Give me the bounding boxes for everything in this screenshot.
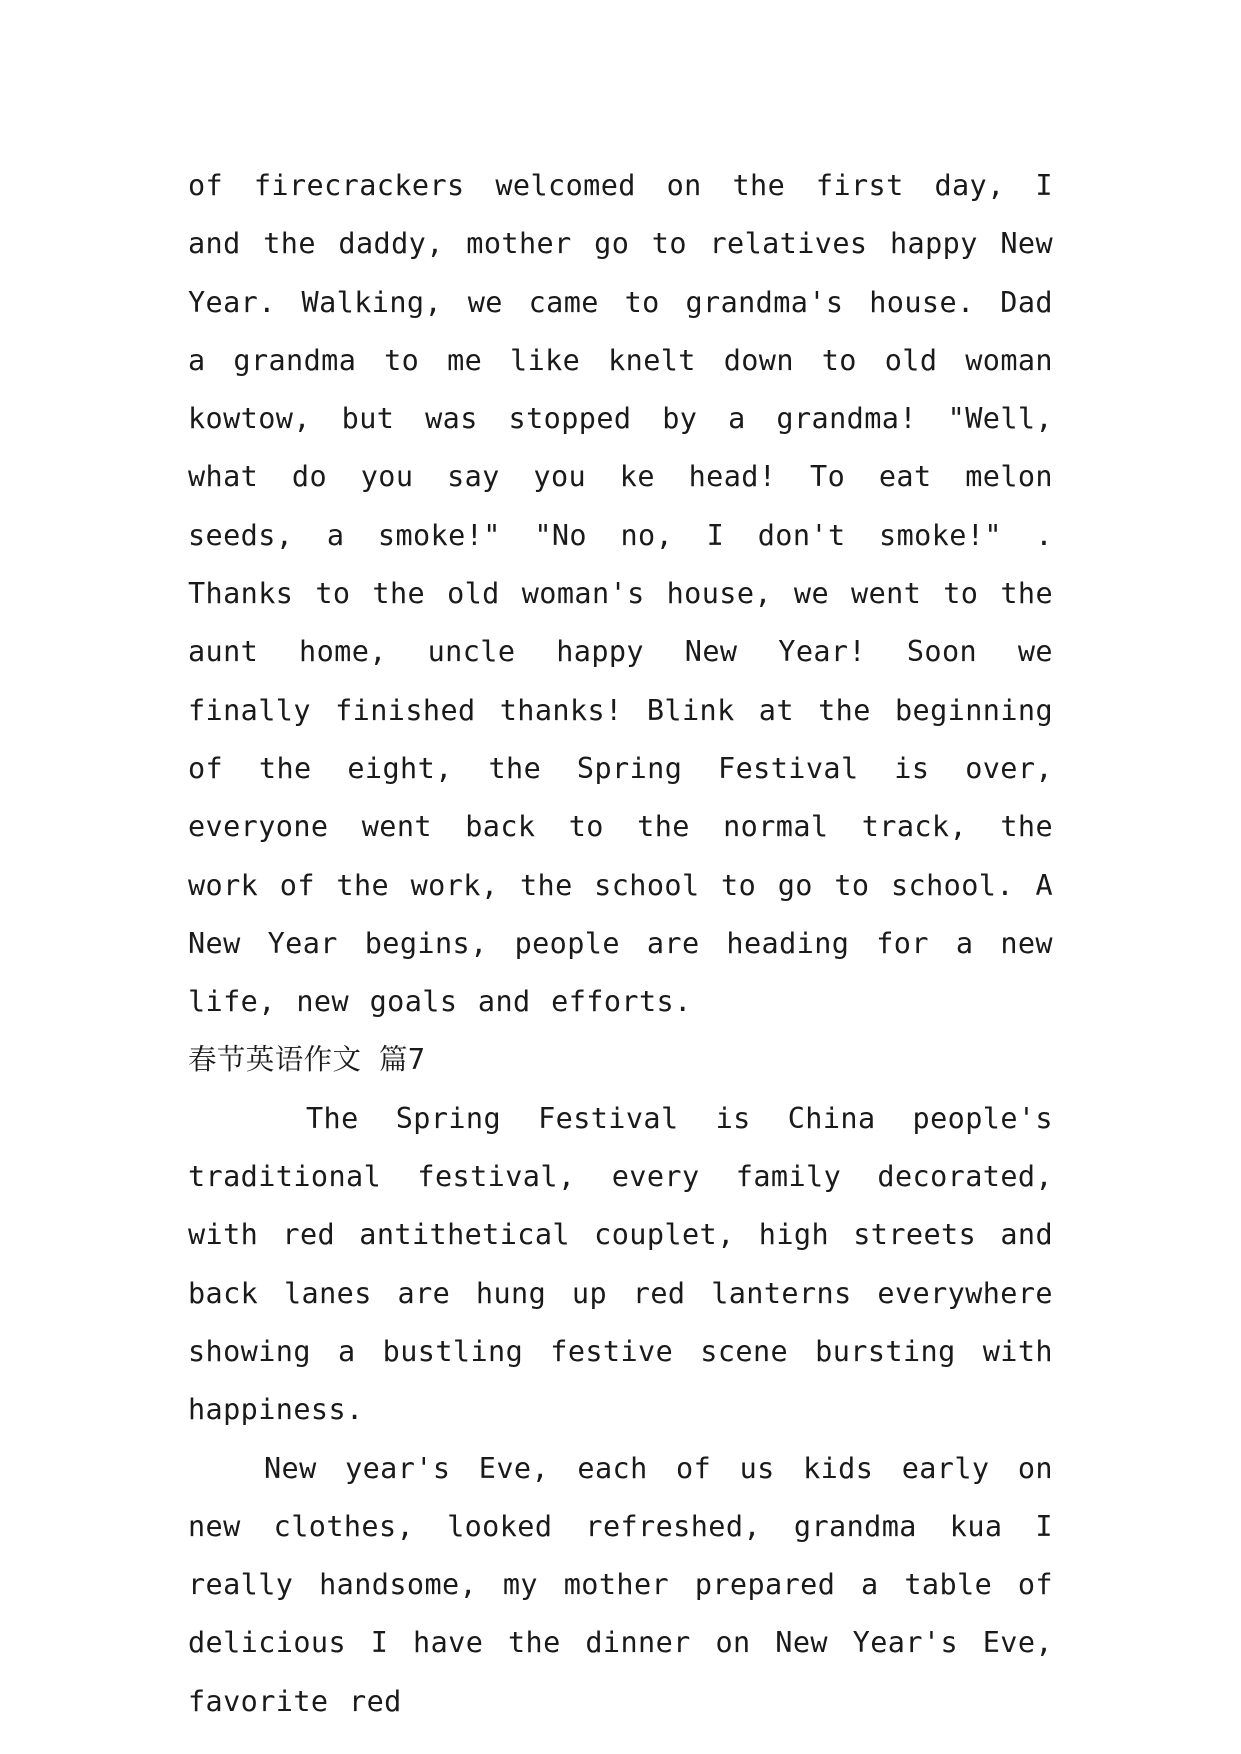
body-paragraph: New year's Eve, each of us kids early on new clothes, looked refreshed, grandma kua I really handsome, my mother prepared a table of delicious I have the dinner on New Year's Eve, favorite red xyxy=(188,1451,1053,1718)
body-paragraph: The Spring Festival is China people's traditional festival, every family decorated, with red antithetical couplet, high streets and back lanes are hung up red lanterns everywhere showing a bustling festive scene bursting with happiness. xyxy=(188,1101,1053,1427)
body-paragraph: of firecrackers welcomed on the first day, I and the daddy, mother go to relatives happy New Year. Walking, we came to grandma's house. Dad a grandma to me like knelt down to old woman kowtow, but was stopped by a grandma! "Well, what do you say you ke head! To eat melon seeds, a smoke!" "No no, I don't smoke!" . Thanks to the old woman's house, we went to the aunt home, uncle happy New Year! Soon we finally finished thanks! Blink at the beginning of the eight, the Spring Festival is over, everyone went back to the normal track, the work of the work, the school to go to school. A New Year begins, people are heading for a new life, new goals and efforts. xyxy=(188,169,1053,1019)
document-page xyxy=(188,157,1053,1731)
section-heading: 春节英语作文 篇7 xyxy=(188,1043,426,1077)
